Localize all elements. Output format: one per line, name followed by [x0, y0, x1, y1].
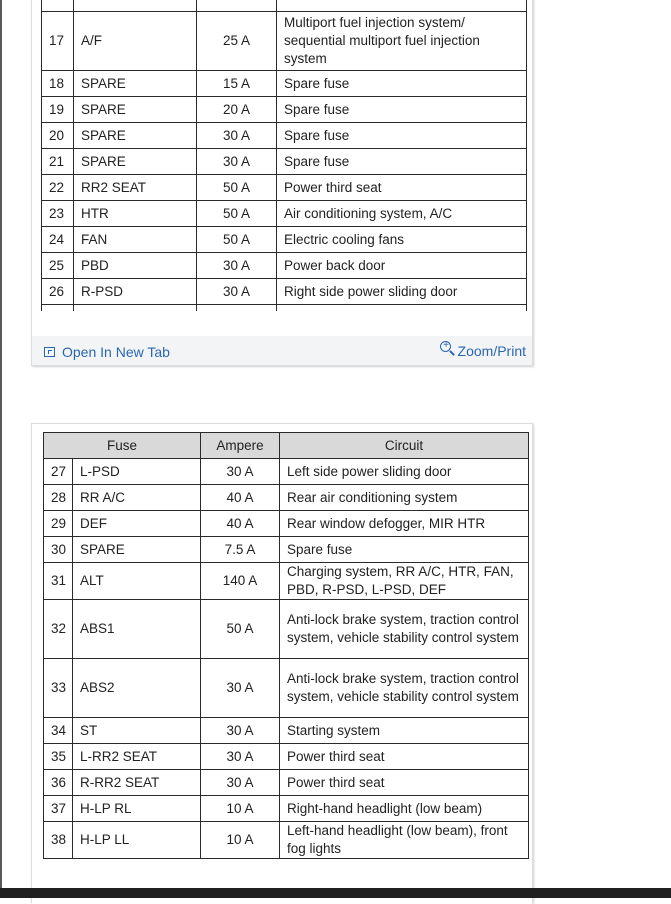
fuse-name: SPARE: [74, 123, 197, 149]
fuse-number: 30: [44, 537, 73, 563]
table-row: [42, 12, 527, 71]
table-row: [44, 459, 529, 485]
fuse-circuit: Right side power sliding door: [277, 279, 527, 305]
fuse-ampere: 30 A: [201, 718, 280, 744]
fuse-circuit: Multiport fuel injection system/ sequential multiport fuel injection system: [277, 12, 527, 71]
bottom-bar: [0, 888, 671, 898]
fuse-circuit: Anti-lock brake system, traction control system, vehicle stability control system: [280, 659, 529, 718]
fuse-name: R-PSD: [74, 279, 197, 305]
fuse-table-1: [41, 0, 527, 311]
zoom-in-icon: +: [440, 341, 455, 356]
fuse-number: 27: [44, 459, 73, 485]
table-row-cutoff: [42, 305, 527, 312]
fuse-circuit: Right-hand headlight (low beam): [280, 796, 529, 822]
fuse-circuit: Spare fuse: [277, 123, 527, 149]
fuse-number: 26: [42, 279, 74, 305]
fuse-circuit: Spare fuse: [277, 71, 527, 97]
fuse-number: 22: [42, 175, 74, 201]
fuse-name: RR2 SEAT: [74, 175, 197, 201]
header-fuse: Fuse: [44, 433, 201, 459]
fuse-number: 17: [42, 12, 74, 71]
fuse-name: ABS1: [73, 600, 201, 659]
fuse-ampere: 40 A: [201, 511, 280, 537]
fuse-circuit: Charging system, RR A/C, HTR, FAN, PBD, R-PSD, L-PSD, DEF: [280, 563, 529, 600]
fuse-circuit: Spare fuse: [277, 97, 527, 123]
fuse-number: 29: [44, 511, 73, 537]
fuse-ampere: 30 A: [197, 123, 277, 149]
table-row: [42, 71, 527, 97]
fuse-ampere: 7.5 A: [201, 537, 280, 563]
fuse-circuit: [277, 0, 527, 12]
fuse-name: ST: [73, 718, 201, 744]
fuse-ampere: 50 A: [197, 201, 277, 227]
left-border: [0, 0, 2, 888]
fuse-ampere: 30 A: [197, 253, 277, 279]
table-row: [42, 279, 527, 305]
zoom-print-label: Zoom/Print: [457, 343, 526, 359]
fuse-ampere: 30 A: [201, 770, 280, 796]
table-row: [44, 511, 529, 537]
empty-cell: [42, 305, 74, 312]
fuse-ampere: 30 A: [201, 659, 280, 718]
fuse-name: ABS2: [73, 659, 201, 718]
fuse-figure-1: [31, 0, 533, 366]
fuse-table-image-1: [32, 0, 532, 336]
fuse-number: 18: [42, 71, 74, 97]
table-row: [44, 770, 529, 796]
empty-cell: [74, 305, 197, 312]
table-row: [44, 744, 529, 770]
fuse-name: HTR: [74, 201, 197, 227]
fuse-circuit: Spare fuse: [277, 149, 527, 175]
fuse-number: 35: [44, 744, 73, 770]
empty-cell: [197, 305, 277, 312]
header-circuit: Circuit: [280, 433, 529, 459]
figure-footer: [32, 336, 532, 366]
table-row: [44, 659, 529, 718]
fuse-number: 34: [44, 718, 73, 744]
table-header-row: [44, 433, 529, 459]
fuse-number: 37: [44, 796, 73, 822]
fuse-ampere: [197, 0, 277, 12]
fuse-name: SPARE: [74, 97, 197, 123]
open-in-new-tab-label: Open In New Tab: [62, 344, 170, 360]
fuse-ampere: 140 A: [201, 563, 280, 600]
fuse-ampere: 50 A: [201, 600, 280, 659]
fuse-name: A/F: [74, 12, 197, 71]
fuse-ampere: 40 A: [201, 485, 280, 511]
fuse-name: [74, 0, 197, 12]
fuse-circuit: Left-hand headlight (low beam), front fog lights: [280, 822, 529, 859]
fuse-number: 25: [42, 253, 74, 279]
open-new-tab-icon: [44, 347, 55, 357]
table-row: [44, 822, 529, 859]
table-row: [42, 97, 527, 123]
fuse-number: 23: [42, 201, 74, 227]
fuse-circuit: Electric cooling fans: [277, 227, 527, 253]
table-row: [42, 123, 527, 149]
fuse-ampere: 10 A: [201, 822, 280, 859]
fuse-ampere: 30 A: [201, 744, 280, 770]
fuse-number: [42, 0, 74, 12]
fuse-name: DEF: [73, 511, 201, 537]
table-row: [44, 718, 529, 744]
fuse-circuit: Air conditioning system, A/C: [277, 201, 527, 227]
fuse-circuit: Power third seat: [277, 175, 527, 201]
fuse-name: RR A/C: [73, 485, 201, 511]
fuse-name: L-PSD: [73, 459, 201, 485]
fuse-ampere: 15 A: [197, 71, 277, 97]
table-row: [44, 537, 529, 563]
fuse-name: PBD: [74, 253, 197, 279]
fuse-number: 20: [42, 123, 74, 149]
fuse-circuit: Rear air conditioning system: [280, 485, 529, 511]
table-row: [44, 563, 529, 600]
fuse-number: 31: [44, 563, 73, 600]
fuse-figure-2: [31, 423, 533, 903]
fuse-name: SPARE: [74, 71, 197, 97]
fuse-table-2: [43, 432, 529, 859]
fuse-ampere: 50 A: [197, 227, 277, 253]
fuse-ampere: 25 A: [197, 12, 277, 71]
fuse-circuit: Starting system: [280, 718, 529, 744]
fuse-circuit: Anti-lock brake system, traction control system, vehicle stability control system: [280, 600, 529, 659]
fuse-name: SPARE: [74, 149, 197, 175]
zoom-print-link[interactable]: [440, 339, 526, 359]
table-row: [42, 149, 527, 175]
fuse-number: 33: [44, 659, 73, 718]
fuse-circuit: Power back door: [277, 253, 527, 279]
fuse-circuit: Spare fuse: [280, 537, 529, 563]
table-row: [42, 253, 527, 279]
fuse-ampere: 30 A: [197, 279, 277, 305]
fuse-number: 38: [44, 822, 73, 859]
fuse-circuit: Power third seat: [280, 744, 529, 770]
table-row: [44, 485, 529, 511]
table-row: [42, 227, 527, 253]
fuse-ampere: 30 A: [201, 459, 280, 485]
fuse-ampere: 20 A: [197, 97, 277, 123]
fuse-circuit: Rear window defogger, MIR HTR: [280, 511, 529, 537]
fuse-name: L-RR2 SEAT: [73, 744, 201, 770]
fuse-name: R-RR2 SEAT: [73, 770, 201, 796]
empty-cell: [277, 305, 527, 312]
fuse-name: ALT: [73, 563, 201, 600]
fuse-ampere: 50 A: [197, 175, 277, 201]
fuse-name: H-LP LL: [73, 822, 201, 859]
fuse-name: H-LP RL: [73, 796, 201, 822]
fuse-circuit: Power third seat: [280, 770, 529, 796]
table-row: [42, 0, 527, 12]
fuse-name: FAN: [74, 227, 197, 253]
fuse-number: 32: [44, 600, 73, 659]
table-row: [42, 175, 527, 201]
fuse-number: 19: [42, 97, 74, 123]
fuse-ampere: 10 A: [201, 796, 280, 822]
fuse-number: 28: [44, 485, 73, 511]
table-row: [44, 796, 529, 822]
fuse-ampere: 30 A: [197, 149, 277, 175]
fuse-table-image-2: [32, 424, 532, 904]
open-in-new-tab-link[interactable]: [44, 344, 170, 360]
fuse-circuit: Left side power sliding door: [280, 459, 529, 485]
fuse-number: 24: [42, 227, 74, 253]
fuse-number: 21: [42, 149, 74, 175]
header-ampere: Ampere: [201, 433, 280, 459]
table-row: [42, 201, 527, 227]
fuse-number: 36: [44, 770, 73, 796]
fuse-name: SPARE: [73, 537, 201, 563]
table-row: [44, 600, 529, 659]
